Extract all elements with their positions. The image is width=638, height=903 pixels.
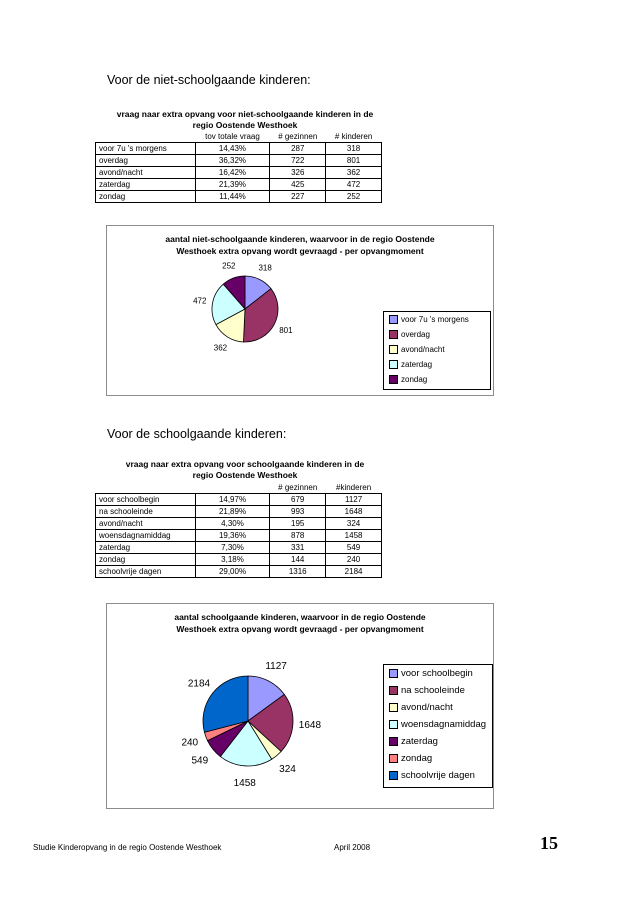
cell-pct: 19,36% [195,530,270,542]
chart2-area [106,603,494,809]
chart2-title-line1: aantal schoolgaande kinderen, waarvoor in de regio Oostende [174,612,426,622]
table-row [96,179,382,191]
chart1-title-line1: aantal niet-schoolgaande kinderen, waarvoor in de regio Oostende [165,234,435,244]
table-header-row [96,131,382,143]
footer-left: Studie Kinderopvang in de regio Oostende Westhoek [33,843,222,852]
section-heading-schoolgaand: Voor de schoolgaande kinderen: [107,427,287,441]
table-title-line1: vraag naar extra opvang voor niet-schoolgaande kinderen in de [116,109,374,119]
legend-label: woensdagnamiddag [401,719,487,730]
cell-gezinnen: 287 [270,143,326,155]
row-label: voor schoolbegin [96,494,196,506]
table-row [96,167,382,179]
data-label: 318 [258,263,272,273]
legend-item [389,345,445,354]
legend-swatch [389,345,398,354]
cell-pct: 4,30% [195,518,270,530]
row-label: zaterdag [96,179,196,191]
table-title-line2: regio Oostende Westhoek [192,120,298,130]
cell-pct: 29,00% [195,566,270,578]
chart1-title-line2: Westhoek extra opvang wordt gevraagd - per opvangmoment [176,246,424,256]
legend-label: avond/nacht [401,345,445,354]
table-row [96,143,382,155]
data-label: 549 [191,755,209,767]
cell-gezinnen: 326 [270,167,326,179]
cell-kinderen: 324 [326,518,382,530]
data-label: 240 [181,737,199,749]
col-header: #kinderen [336,483,372,492]
cell-kinderen: 318 [326,143,382,155]
legend-item [389,668,473,679]
legend-item [389,736,438,747]
legend-label: voor 7u 's morgens [401,315,469,324]
col-header: tov totale vraag [205,132,260,141]
table-title-line2: regio Oostende Westhoek [192,470,298,480]
legend-label: voor schoolbegin [401,668,473,679]
row-label: zondag [96,191,196,203]
table-row [96,530,382,542]
col-header: # kinderen [334,132,373,141]
table-row [96,518,382,530]
data-label: 362 [213,343,228,353]
chart1-area [106,225,494,396]
cell-gezinnen: 722 [270,155,326,167]
legend-label: zaterdag [401,360,433,369]
cell-pct: 3,18% [195,554,270,566]
cell-gezinnen: 144 [270,554,326,566]
table-row [96,506,382,518]
cell-gezinnen: 1316 [270,566,326,578]
cell-pct: 16,42% [195,167,270,179]
legend-item [389,753,432,764]
table-row [96,542,382,554]
table-niet-schoolgaand [95,131,382,203]
cell-pct: 36,32% [195,155,270,167]
cell-kinderen: 549 [326,542,382,554]
data-label: 252 [222,261,236,271]
data-label: 1458 [233,778,256,790]
cell-kinderen: 1458 [326,530,382,542]
legend-swatch [389,771,398,780]
legend-label: zondag [401,753,433,764]
cell-pct: 14,43% [195,143,270,155]
data-label: 2184 [187,678,211,690]
row-label: schoolvrije dagen [96,566,196,578]
legend-swatch [389,315,398,324]
col-header [195,482,270,494]
cell-kinderen: 1648 [326,506,382,518]
row-label: na schooleinde [96,506,196,518]
cell-kinderen: 362 [326,167,382,179]
page-number: 15 [540,833,558,853]
footer-date: April 2008 [334,843,371,852]
legend-label: schoolvrije dagen [401,770,475,781]
cell-gezinnen: 195 [270,518,326,530]
cell-kinderen: 2184 [326,566,382,578]
row-label: overdag [96,155,196,167]
data-label: 324 [279,764,296,776]
table-schoolgaand [95,482,382,578]
row-label: avond/nacht [96,167,196,179]
cell-pct: 7,30% [195,542,270,554]
legend-label: avond/nacht [401,702,453,713]
table-row [96,494,382,506]
chart2-title-line2: Westhoek extra opvang wordt gevraagd - per opvangmoment [176,624,424,634]
legend-label: zaterdag [401,736,438,747]
cell-pct: 21,89% [195,506,270,518]
legend-swatch [389,360,398,369]
legend-item [389,702,453,713]
cell-pct: 21,39% [195,179,270,191]
table-title-niet-schoolgaand [100,109,390,131]
legend-item [389,315,469,324]
row-label: zaterdag [96,542,196,554]
legend-swatch [389,754,398,763]
table-row [96,191,382,203]
cell-gezinnen: 993 [270,506,326,518]
legend-item [389,330,430,339]
cell-pct: 14,97% [195,494,270,506]
legend-swatch [389,669,398,678]
col-header: # gezinnen [278,132,318,141]
legend-swatch [389,686,398,695]
legend-swatch [389,703,398,712]
cell-gezinnen: 878 [270,530,326,542]
legend-swatch [389,737,398,746]
chart2-legend [383,664,493,788]
legend-item [389,375,427,384]
row-label: voor 7u 's morgens [96,143,196,155]
cell-gezinnen: 679 [270,494,326,506]
cell-kinderen: 472 [326,179,382,191]
legend-item [389,685,465,696]
cell-pct: 11,44% [195,191,270,203]
row-label: woensdagnamiddag [96,530,196,542]
data-label: 472 [193,296,207,306]
cell-kinderen: 1127 [326,494,382,506]
data-label: 1648 [298,719,322,731]
cell-kinderen: 801 [326,155,382,167]
data-label: 801 [279,325,293,335]
legend-label: na schooleinde [401,685,465,696]
legend-label: zondag [401,375,428,384]
legend-swatch [389,720,398,729]
cell-gezinnen: 425 [270,179,326,191]
table-row [96,554,382,566]
section-heading-niet-schoolgaand: Voor de niet-schoolgaande kinderen: [107,73,311,87]
chart1-legend [383,311,491,390]
col-header: # gezinnen [278,483,318,492]
legend-label: overdag [401,330,430,339]
table-row [96,155,382,167]
legend-swatch [389,330,398,339]
legend-item [389,770,475,781]
table-title-schoolgaand [100,459,390,481]
row-label: zondag [96,554,196,566]
table-title-line1: vraag naar extra opvang voor schoolgaande kinderen in de [125,459,365,469]
table-row [96,566,382,578]
data-label: 1127 [265,661,287,673]
table-header-row [96,482,382,494]
legend-item [389,719,486,730]
cell-gezinnen: 227 [270,191,326,203]
cell-kinderen: 252 [326,191,382,203]
row-label: avond/nacht [96,518,196,530]
legend-item [389,360,432,369]
legend-swatch [389,375,398,384]
cell-gezinnen: 331 [270,542,326,554]
cell-kinderen: 240 [326,554,382,566]
